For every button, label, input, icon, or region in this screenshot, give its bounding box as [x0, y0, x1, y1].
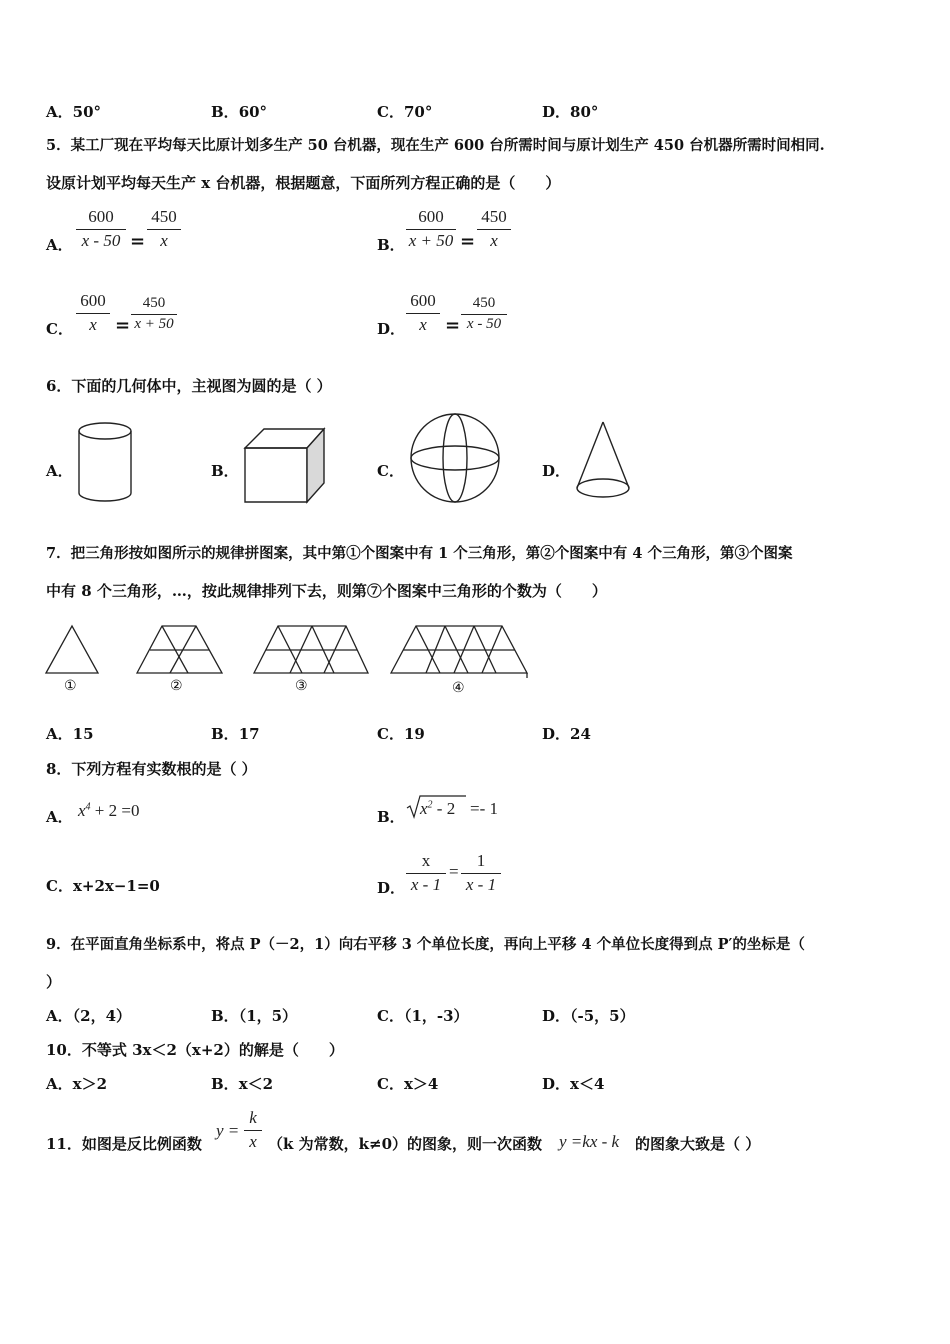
q4-option-b: B．60°	[211, 103, 268, 121]
q5-a-fraction-left: $\frac{600}{x - 50}$	[76, 207, 126, 251]
q10-option-d: D．x＜4	[542, 1075, 605, 1093]
q8-d-fraction-right: $\frac{1}{x - 1}$	[461, 851, 501, 895]
q8-option-a-label: A．	[46, 808, 73, 826]
q5-c-equals: =	[115, 315, 131, 336]
q5-option-a-label: A．	[46, 236, 73, 254]
q6-option-b-label: B．	[211, 462, 239, 480]
cube-figure	[240, 426, 330, 504]
q8-stem: 8．下列方程有实数根的是（ ）	[46, 760, 257, 778]
q6-stem: 6．下面的几何体中，主视图为圆的是（ ）	[46, 377, 332, 395]
q11-function-fraction: $\frac{k}{x}$	[244, 1108, 262, 1152]
q5-option-b-label: B．	[377, 236, 405, 254]
q9-stem-line2: ）	[46, 973, 62, 991]
q5-b-fraction-right: $\frac{450}{x}$	[477, 207, 511, 251]
q11-function-lhs: y =	[216, 1121, 240, 1140]
q11-stem-suffix: 的图象大致是（ ）	[635, 1135, 761, 1153]
q7-option-a: A．15	[46, 725, 94, 743]
q8-a-equation: $x^4 + 2 =0$	[78, 801, 140, 820]
q5-stem-line1: 5．某工厂现在平均每天比原计划多生产 50 台机器，现在生产 600 台所需时间与原计划生产 450 台机器所需时间相同.	[46, 137, 825, 154]
sphere-figure	[408, 410, 504, 506]
q10-option-c: C．x＞4	[377, 1075, 439, 1093]
q4-option-c: C．70°	[377, 103, 433, 121]
triangle-pattern-figure	[40, 620, 540, 700]
q7-stem-line1: 7．把三角形按如图所示的规律拼图案，其中第①个图案中有 1 个三角形，第②个图案中有 4 个三角形，第③个图案	[46, 545, 793, 562]
q10-stem: 10．不等式 3x＜2（x+2）的解是（ ）	[46, 1041, 344, 1059]
q8-b-radicand: $x^2 - 2$	[420, 799, 456, 818]
q6-option-a-label: A．	[46, 462, 73, 480]
q9-option-c: C．（1，-3）	[377, 1007, 469, 1025]
q8-option-b-label: B．	[377, 808, 405, 826]
q5-c-fraction-left: $\frac{600}{x}$	[76, 291, 110, 335]
pattern-label-2: ②	[170, 678, 183, 694]
q6-option-c-label: C．	[377, 462, 404, 480]
q10-option-a: A．x＞2	[46, 1075, 108, 1093]
q5-stem-line2: 设原计划平均每天生产 x 台机器，根据题意，下面所列方程正确的是（ ）	[46, 174, 561, 192]
q11-stem-middle: （k 为常数，k≠0）的图象，则一次函数	[268, 1135, 543, 1153]
q4-option-d: D．80°	[542, 103, 599, 121]
q5-b-equals: =	[460, 231, 476, 252]
q7-option-c: C．19	[377, 725, 425, 743]
q6-option-d-label: D．	[542, 462, 571, 480]
q9-option-b: B．（1，5）	[211, 1007, 298, 1025]
q9-option-d: D．（-5，5）	[542, 1007, 635, 1025]
q5-d-equals: =	[445, 315, 461, 336]
q8-option-c: C．x+2x−1=0	[46, 877, 160, 895]
q5-d-fraction-right: $\frac{450}{x - 50}$	[461, 295, 507, 333]
cone-figure	[570, 418, 636, 504]
q8-d-equals: =	[449, 862, 459, 881]
q4-option-a: A．50°	[46, 103, 102, 121]
q5-a-equals: =	[130, 231, 146, 252]
q8-option-d-label: D．	[377, 879, 406, 897]
q5-b-fraction-left: $\frac{600}{x + 50}$	[406, 207, 456, 251]
q5-d-fraction-left: $\frac{600}{x}$	[406, 291, 440, 335]
q5-a-fraction-right: $\frac{450}{x}$	[147, 207, 181, 251]
q5-option-d-label: D．	[377, 320, 406, 338]
q7-option-d: D．24	[542, 725, 591, 743]
q10-option-b: B．x＜2	[211, 1075, 274, 1093]
q7-option-b: B．17	[211, 725, 260, 743]
q11-stem-prefix: 11．如图是反比例函数	[46, 1135, 202, 1153]
pattern-label-4: ④	[452, 680, 465, 696]
pattern-label-1: ①	[64, 678, 77, 694]
pattern-label-3: ③	[295, 678, 308, 694]
q8-b-rhs: =- 1	[470, 799, 498, 818]
q5-c-fraction-right: $\frac{450}{x + 50}$	[131, 295, 177, 333]
q8-d-fraction-left: $\frac{x}{x - 1}$	[406, 851, 446, 895]
q7-stem-line2: 中有 8 个三角形，…，按此规律排列下去，则第⑦个图案中三角形的个数为（ ）	[46, 582, 607, 600]
cylinder-figure	[74, 420, 136, 504]
q11-linear-function: y =kx - k	[559, 1132, 620, 1151]
q9-option-a: A．（2，4）	[46, 1007, 132, 1025]
q5-option-c-label: C．	[46, 320, 73, 338]
q9-stem-line1: 9．在平面直角坐标系中，将点 P（－2，1）向右平移 3 个单位长度，再向上平移 4 个单位长度得到点 P′的坐标是（	[46, 936, 805, 953]
